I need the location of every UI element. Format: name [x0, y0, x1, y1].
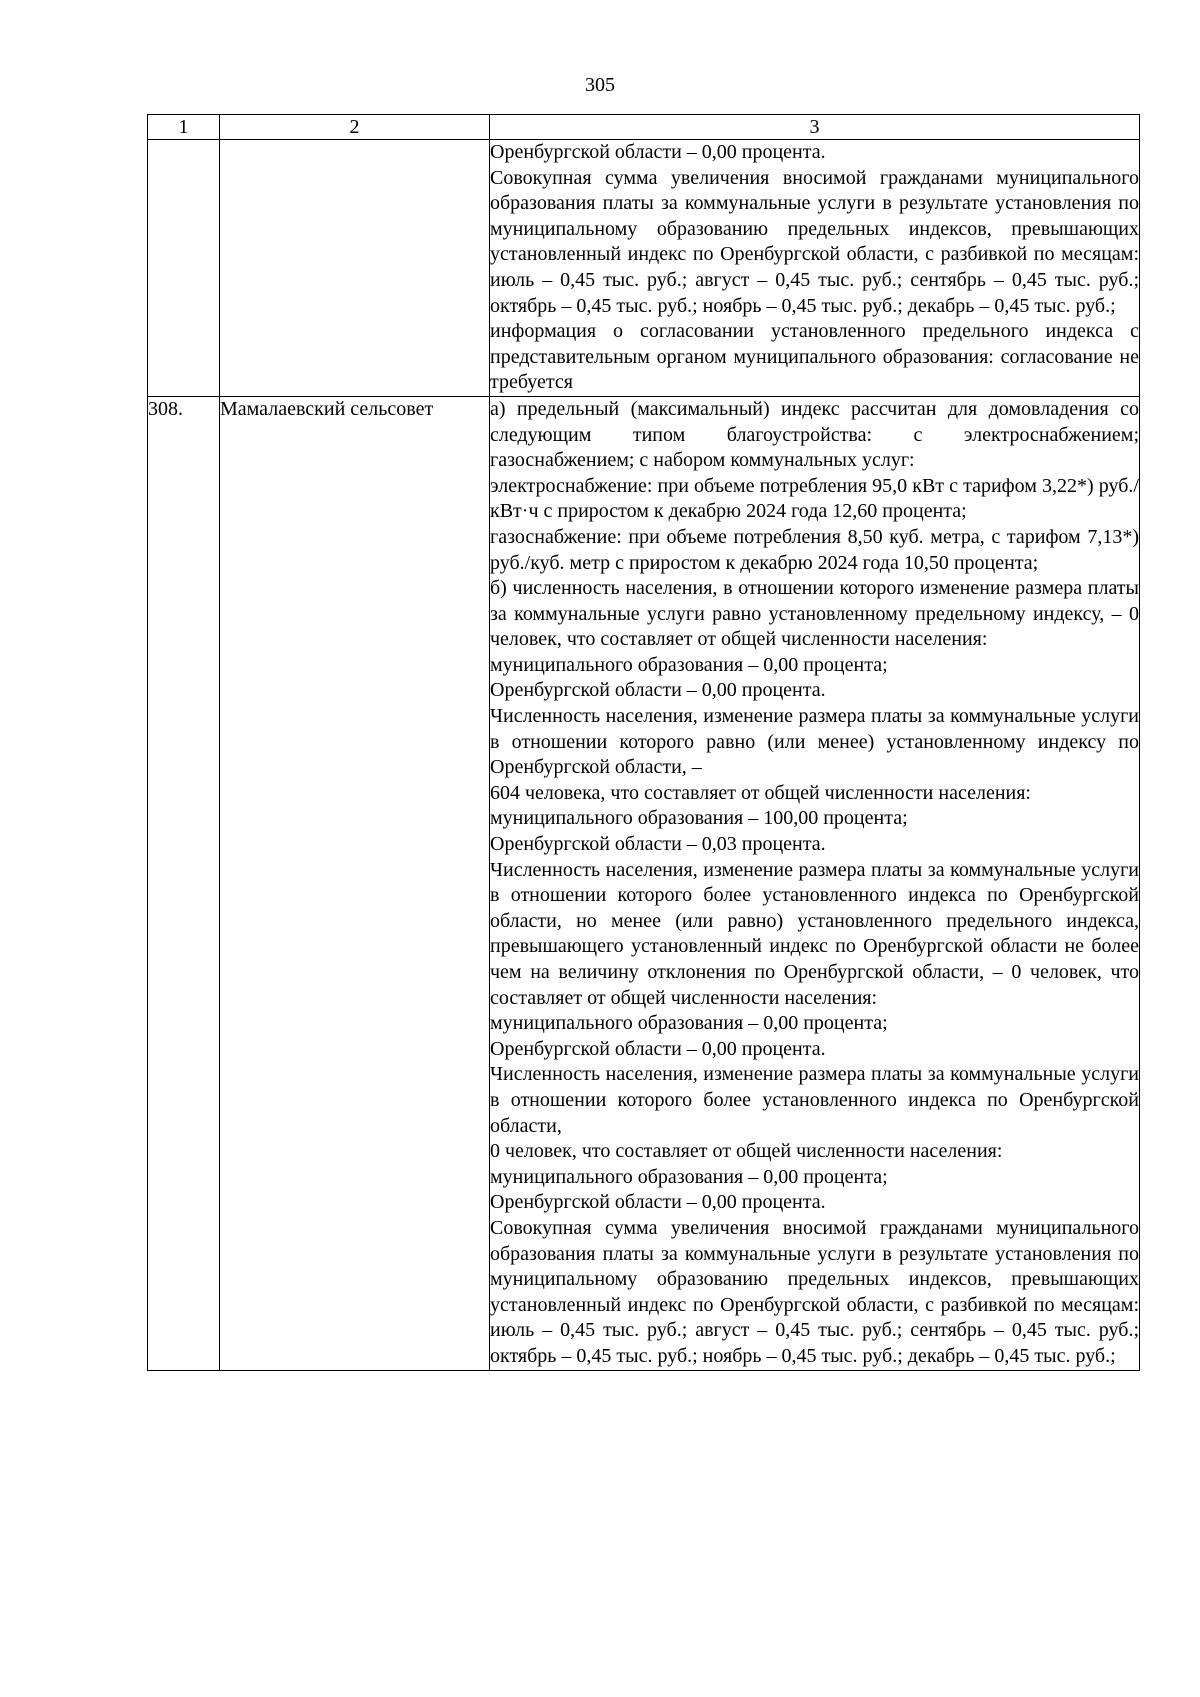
municipality-name-cell: Мамалаевский сельсовет — [220, 396, 490, 1370]
paragraph: Численность населения, изменение размера платы за коммунальные услуги в отношении которого более установленного индекса по Оренбургской области, но менее (или равно) установленного предельного индекса, превышающего установленный индекс по Оренбургской области не более чем на величину отклонения по Оренбургской области, – 0 человек, что составляет от общей численности населения: — [490, 858, 1139, 1009]
paragraph: Оренбургской области – 0,00 процента. — [490, 141, 826, 163]
row-number-cell: 308. — [148, 396, 220, 1370]
paragraph: Оренбургской области – 0,03 процента. — [490, 833, 826, 856]
column-header-3: 3 — [490, 115, 1140, 140]
paragraph: Численность населения, изменение размера платы за коммунальные услуги в отношении которого равно (или менее) установленному индексу по Оренбургской области, – — [490, 705, 1139, 779]
paragraph: муниципального образования – 0,00 процента; — [490, 1012, 888, 1035]
paragraph: электроснабжение: при объеме потребления 95,0 кВт с тарифом 3,22*) руб./кВт·ч с приростом к декабрю 2024 года 12,60 процента; — [490, 474, 1139, 523]
paragraph: Совокупная сумма увеличения вносимой гражданами муниципального образования платы за коммунальные услуги в результате установления по муниципальному образованию предельных индексов, превышающих установленный индекс по Оренбургской области, с разбивкой по месяцам: июль – 0,45 тыс. руб.; август – 0,45 тыс. руб.; сентябрь – 0,45 тыс. руб.; октябрь – 0,45 тыс. руб.; ноябрь – 0,45 тыс. руб.; декабрь – 0,45 тыс. руб.; — [490, 1216, 1139, 1367]
paragraph: б) численность населения, в отношении которого изменение размера платы за коммунальные услуги равно установленному предельному индексу, – 0 человек, что составляет от общей численности населения: — [490, 577, 1139, 651]
paragraph: Оренбургской области – 0,00 процента. — [490, 679, 826, 702]
paragraph: муниципального образования – 100,00 процента; — [490, 807, 908, 830]
paragraph: газоснабжение: при объеме потребления 8,50 куб. метра, с тарифом 7,13*) руб./куб. метр с приростом к декабрю 2024 года 10,50 процента; — [490, 525, 1139, 574]
continuation-text-cell — [490, 140, 1140, 397]
paragraph: муниципального образования – 0,00 процента; — [490, 653, 888, 676]
paragraph: Оренбургской области – 0,00 процента. — [490, 1191, 826, 1214]
continuation-name-cell — [220, 140, 490, 397]
continuation-number-cell — [148, 140, 220, 397]
paragraph: Численность населения, изменение размера платы за коммунальные услуги в отношении которого более установленного индекса по Оренбургской области, — [490, 1063, 1139, 1137]
column-header-1: 1 — [148, 115, 220, 140]
table-row-308 — [148, 396, 1140, 1370]
paragraph: 604 человека, что составляет от общей численности населения: — [490, 781, 1031, 804]
row-description-cell — [490, 396, 1140, 1370]
table-header-row — [148, 115, 1140, 140]
paragraph: а) предельный (максимальный) индекс рассчитан для домовладения со следующим типом благоустройства: с электроснабжением; газоснабжением; с набором коммунальных услуг: — [490, 397, 1139, 472]
paragraph: 0 человек, что составляет от общей численности населения: — [490, 1140, 1003, 1163]
column-header-2: 2 — [220, 115, 490, 140]
index-table — [147, 114, 1140, 1371]
paragraph: Оренбургской области – 0,00 процента. — [490, 1037, 826, 1060]
paragraph: информация о согласовании установленного предельного индекса с представительным органом муниципального образования: согласование не требуется — [490, 320, 1139, 394]
paragraph: Совокупная сумма увеличения вносимой гражданами муниципального образования платы за коммунальные услуги в результате установления по муниципальному образованию предельных индексов, превышающих установленный индекс по Оренбургской области, с разбивкой по месяцам: июль – 0,45 тыс. руб.; август – 0,45 тыс. руб.; сентябрь – 0,45 тыс. руб.; октябрь – 0,45 тыс. руб.; ноябрь – 0,45 тыс. руб.; декабрь – 0,45 тыс. руб.; — [490, 166, 1139, 317]
table-row-continuation — [148, 140, 1140, 397]
paragraph: муниципального образования – 0,00 процента; — [490, 1165, 888, 1188]
page-number: 305 — [585, 74, 615, 96]
